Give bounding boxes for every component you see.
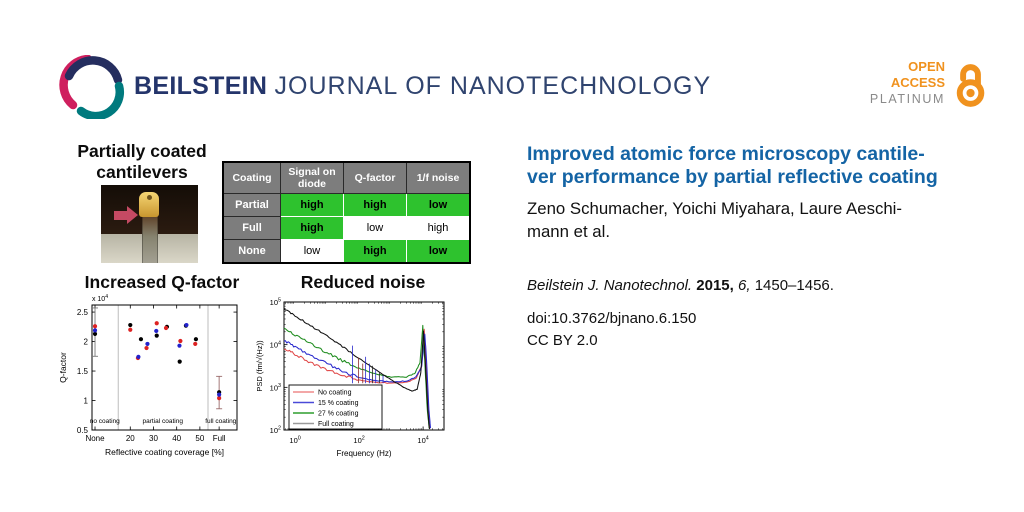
table-cell: high [407, 217, 471, 240]
table-row [223, 217, 470, 240]
svg-text:full coating: full coating [205, 417, 237, 425]
citation-year: 2015, [696, 277, 734, 294]
table-cell: high [281, 217, 344, 240]
doi-link[interactable]: doi:10.3762/bjnano.6.150 [527, 310, 697, 327]
svg-text:partial coating: partial coating [142, 417, 184, 425]
svg-text:None: None [85, 434, 105, 443]
svg-text:105: $10^5$ [269, 297, 281, 307]
noise-psd-plot [254, 288, 464, 470]
table-row [223, 240, 470, 264]
svg-text:15 % coating: 15 % coating [318, 400, 359, 408]
table-cell: low [407, 240, 471, 264]
license-label: CC BY 2.0 [527, 332, 598, 349]
svg-text:x 104: x $10^4$ [91, 293, 109, 303]
citation-line [527, 277, 834, 294]
platinum-label: PLATINUM [869, 92, 945, 106]
table-cell: low [407, 194, 471, 217]
svg-text:50: 50 [195, 434, 205, 443]
authors-line1: Zeno Schumacher, Yoichi Miyahara, Laure Aeschi- [527, 199, 902, 218]
svg-text:0.5: 0.5 [76, 425, 88, 435]
journal-name [134, 72, 711, 101]
article-authors [527, 197, 993, 243]
svg-text:104: $10^4$ [269, 340, 281, 350]
svg-text:103: $10^3$ [269, 382, 281, 393]
svg-text:1.5: 1.5 [76, 366, 88, 376]
svg-text:30: 30 [149, 434, 158, 443]
authors-line2: mann et al. [527, 222, 611, 241]
table-cell: low [344, 217, 407, 240]
beilstein-logo-swirl-icon [56, 55, 128, 119]
svg-text:Frequency (Hz): Frequency (Hz) [336, 449, 392, 458]
col-header-noise: 1/f noise [407, 162, 471, 194]
table-cell: high [281, 194, 344, 217]
abstract-heading [57, 141, 227, 183]
svg-text:Reflective coating coverage [%: Reflective coating coverage [%] [104, 447, 225, 457]
noise-chart-title: Reduced noise [300, 272, 426, 292]
svg-text:No coating: No coating [318, 389, 352, 397]
svg-text:102: $10^2$ [353, 435, 365, 445]
article-title-link[interactable] [527, 143, 993, 189]
svg-text:no coating: no coating [89, 417, 120, 425]
open-access-badge [856, 58, 988, 108]
journal-name-bold: BEILSTEIN [134, 72, 268, 100]
col-header-signal: Signal on diode [281, 162, 344, 194]
svg-text:40: 40 [172, 434, 182, 443]
svg-text:2: 2 [83, 337, 88, 347]
article-title-line2: ver performance by partial reflective coating [527, 166, 938, 188]
svg-text:20: 20 [125, 434, 135, 443]
table-row [223, 194, 470, 217]
svg-text:Full coating: Full coating [318, 421, 354, 429]
table-cell: high [344, 240, 407, 264]
tip-hole [147, 195, 152, 200]
cantilever-photo [101, 185, 198, 263]
coating-comparison-table [222, 161, 471, 264]
citation-journal: Beilstein J. Nanotechnol. [527, 277, 693, 294]
open-access-text [870, 59, 945, 107]
table-header-row [223, 162, 470, 194]
col-header-qfactor: Q-factor [344, 162, 407, 194]
article-title-line1: Improved atomic force microscopy cantile- [527, 143, 925, 165]
svg-text:Full: Full [212, 434, 226, 443]
access-label: ACCESS [890, 75, 945, 90]
open-label: OPEN [908, 59, 945, 74]
cantilever-gold-tip [139, 192, 159, 217]
cantilever-body [142, 215, 158, 263]
table-cell: high [344, 194, 407, 217]
svg-text:27 % coating: 27 % coating [318, 410, 359, 418]
citation-volume: 6, [738, 277, 751, 294]
journal-name-rest: JOURNAL OF NANOTECHNOLOGY [274, 72, 712, 100]
table-cell: low [281, 240, 344, 264]
row-label: Full [223, 217, 281, 240]
row-label: None [223, 240, 281, 264]
qfactor-scatter-plot [56, 293, 262, 463]
open-lock-icon [952, 58, 988, 108]
citation-pages: 1450–1456. [754, 277, 834, 294]
svg-text:Q-factor: Q-factor [58, 352, 68, 383]
col-header-coating: Coating [223, 162, 281, 194]
abstract-heading-line2: cantilevers [96, 162, 188, 182]
arrow-icon [114, 206, 138, 224]
svg-text:102: $10^2$ [269, 425, 281, 435]
row-label: Partial [223, 194, 281, 217]
svg-text:1: 1 [83, 396, 88, 406]
svg-text:104: $10^4$ [417, 435, 429, 445]
svg-text:2.5: 2.5 [76, 307, 88, 317]
qfactor-chart-title: Increased Q-factor [84, 272, 240, 292]
abstract-heading-line1: Partially coated [77, 141, 207, 161]
svg-text:100: $10^0$ [289, 435, 301, 445]
svg-text:PSD (fm/√(Hz)): PSD (fm/√(Hz)) [255, 340, 264, 392]
